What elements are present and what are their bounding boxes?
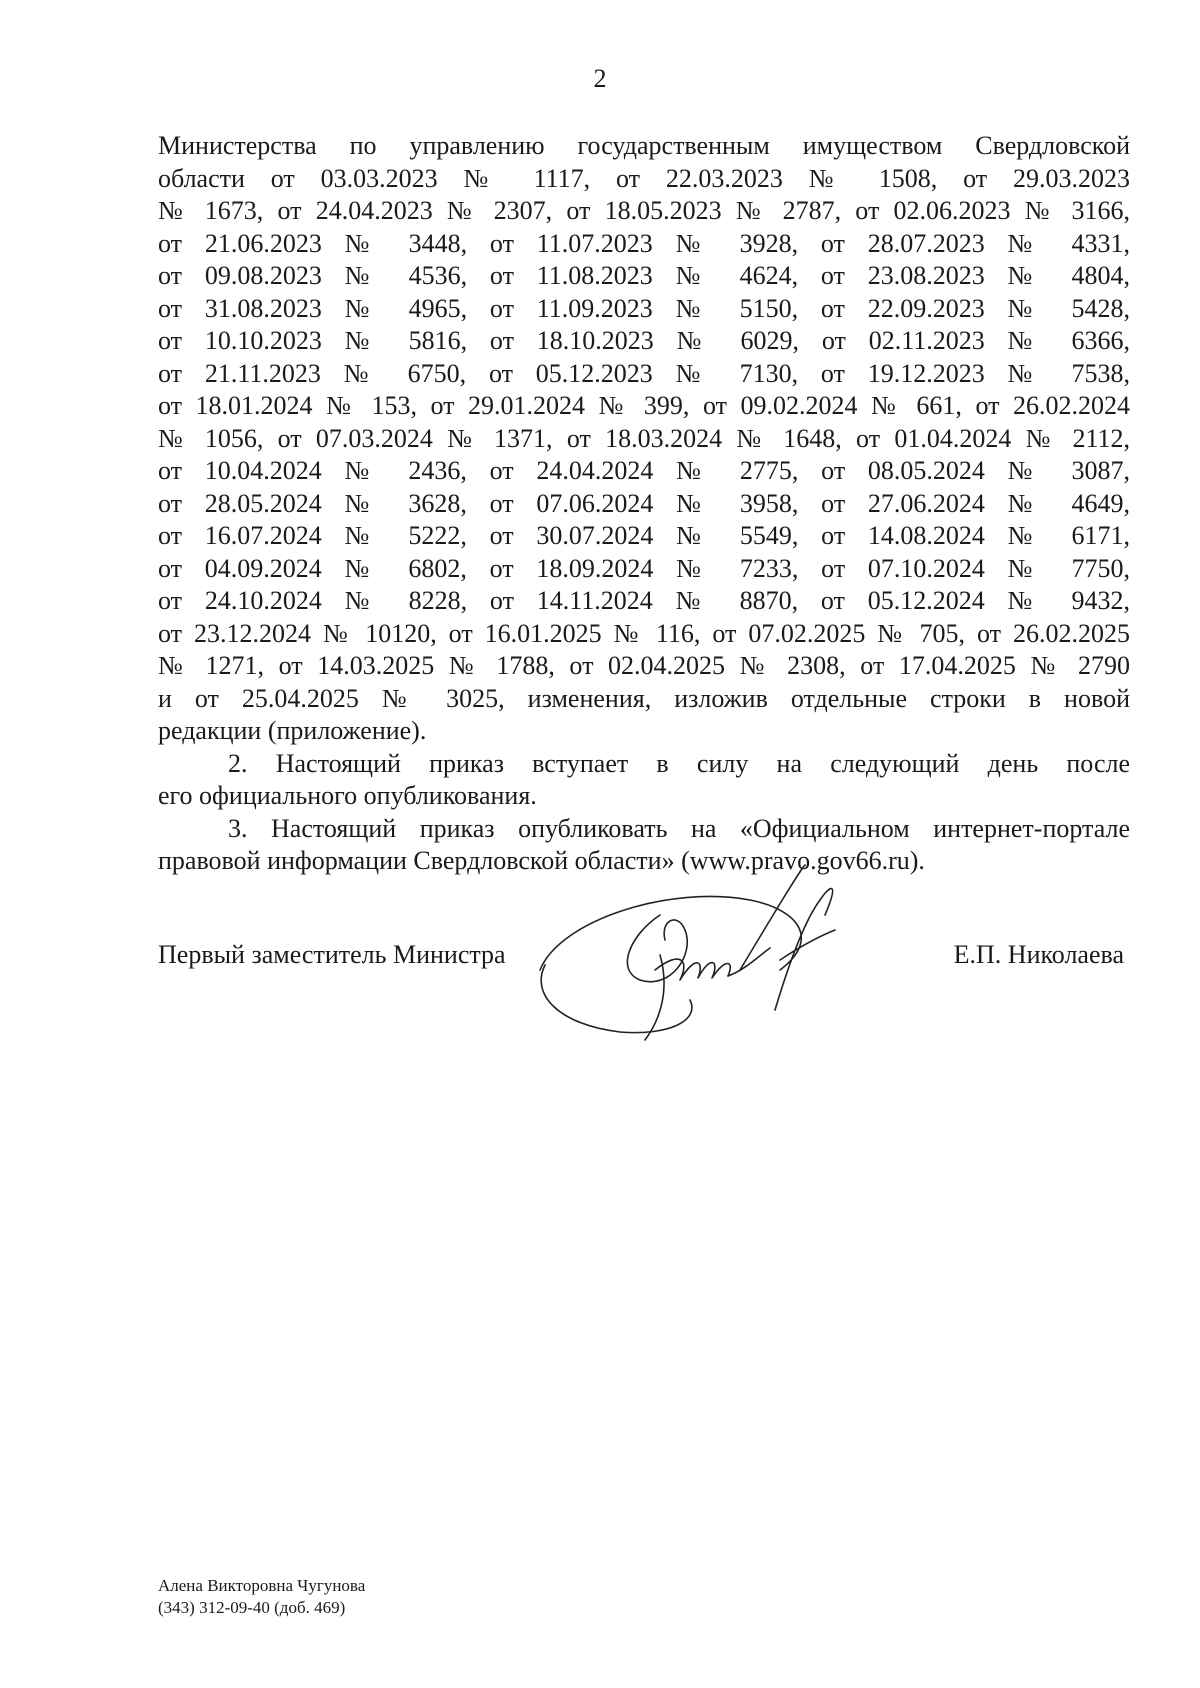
paragraph-1-line: от 28.05.2024 № 3628, от 07.06.2024 № 3958, от 27.06.2024 № 4649, [158, 488, 1130, 518]
paragraph-3-line: правовой информации Свердловской области» (www.pravo.gov66.ru). [158, 846, 925, 875]
paragraph-1-line: № 1056, от 07.03.2024 № 1371, от 18.03.2024 № 1648, от 01.04.2024 № 2112, [158, 423, 1130, 453]
contact-phone: (343) 312-09-40 (доб. 469) [158, 1598, 346, 1617]
signatory-name: Е.П. Николаева [953, 940, 1124, 969]
paragraph-1-line: Министерства по управлению государственным имуществом Свердловской [158, 131, 1130, 160]
paragraph-2-line: его официального опубликования. [158, 781, 537, 810]
handwritten-signature [520, 860, 870, 1050]
paragraph-1-line: от 31.08.2023 № 4965, от 11.09.2023 № 5150, от 22.09.2023 № 5428, [158, 293, 1130, 323]
body-text [158, 130, 1130, 878]
paragraph-1-line: от 09.08.2023 № 4536, от 11.08.2023 № 4624, от 23.08.2023 № 4804, [158, 261, 1130, 290]
paragraph-1 [158, 130, 1130, 748]
paragraph-1-line: и от 25.04.2025 № 3025, изменения, изложив отдельные строки в новой [158, 683, 1130, 713]
paragraph-2-line: 2. Настоящий приказ вступает в силу на следующий день после [228, 748, 1130, 778]
paragraph-1-line: области от 03.03.2023 № 1117, от 22.03.2023 № 1508, от 29.03.2023 [158, 163, 1130, 193]
paragraph-1-line: от 21.06.2023 № 3448, от 11.07.2023 № 3928, от 28.07.2023 № 4331, [158, 228, 1130, 258]
paragraph-1-line: № 1271, от 14.03.2025 № 1788, от 02.04.2025 № 2308, от 17.04.2025 № 2790 [158, 651, 1130, 680]
paragraph-2 [158, 748, 1130, 813]
paragraph-1-line: от 18.01.2024 № 153, от 29.01.2024 № 399, от 09.02.2024 № 661, от 26.02.2024 [158, 391, 1130, 420]
contact-name: Алена Викторовна Чугунова [158, 1576, 366, 1595]
paragraph-3-line: 3. Настоящий приказ опубликовать на «Официальном интернет-портале [228, 813, 1130, 843]
contact-info [158, 1575, 365, 1619]
paragraph-1-line: от 04.09.2024 № 6802, от 18.09.2024 № 7233, от 07.10.2024 № 7750, [158, 553, 1130, 583]
paragraph-1-line: № 1673, от 24.04.2023 № 2307, от 18.05.2023 № 2787, от 02.06.2023 № 3166, [158, 196, 1130, 225]
paragraph-1-line: от 10.10.2023 № 5816, от 18.10.2023 № 6029, от 02.11.2023 № 6366, [158, 326, 1130, 355]
paragraph-1-line: от 21.11.2023 № 6750, от 05.12.2023 № 7130, от 19.12.2023 № 7538, [158, 358, 1130, 388]
signatory-position: Первый заместитель Министра [158, 940, 506, 969]
paragraph-1-line: от 24.10.2024 № 8228, от 14.11.2024 № 8870, от 05.12.2024 № 9432, [158, 586, 1130, 615]
paragraph-1-line: от 10.04.2024 № 2436, от 24.04.2024 № 2775, от 08.05.2024 № 3087, [158, 456, 1130, 485]
paragraph-1-line: от 16.07.2024 № 5222, от 30.07.2024 № 5549, от 14.08.2024 № 6171, [158, 521, 1130, 550]
paragraph-1-line: редакции (приложение). [158, 716, 427, 745]
paragraph-1-line: от 23.12.2024 № 10120, от 16.01.2025 № 116, от 07.02.2025 № 705, от 26.02.2025 [158, 618, 1130, 648]
page-number: 2 [593, 64, 607, 93]
